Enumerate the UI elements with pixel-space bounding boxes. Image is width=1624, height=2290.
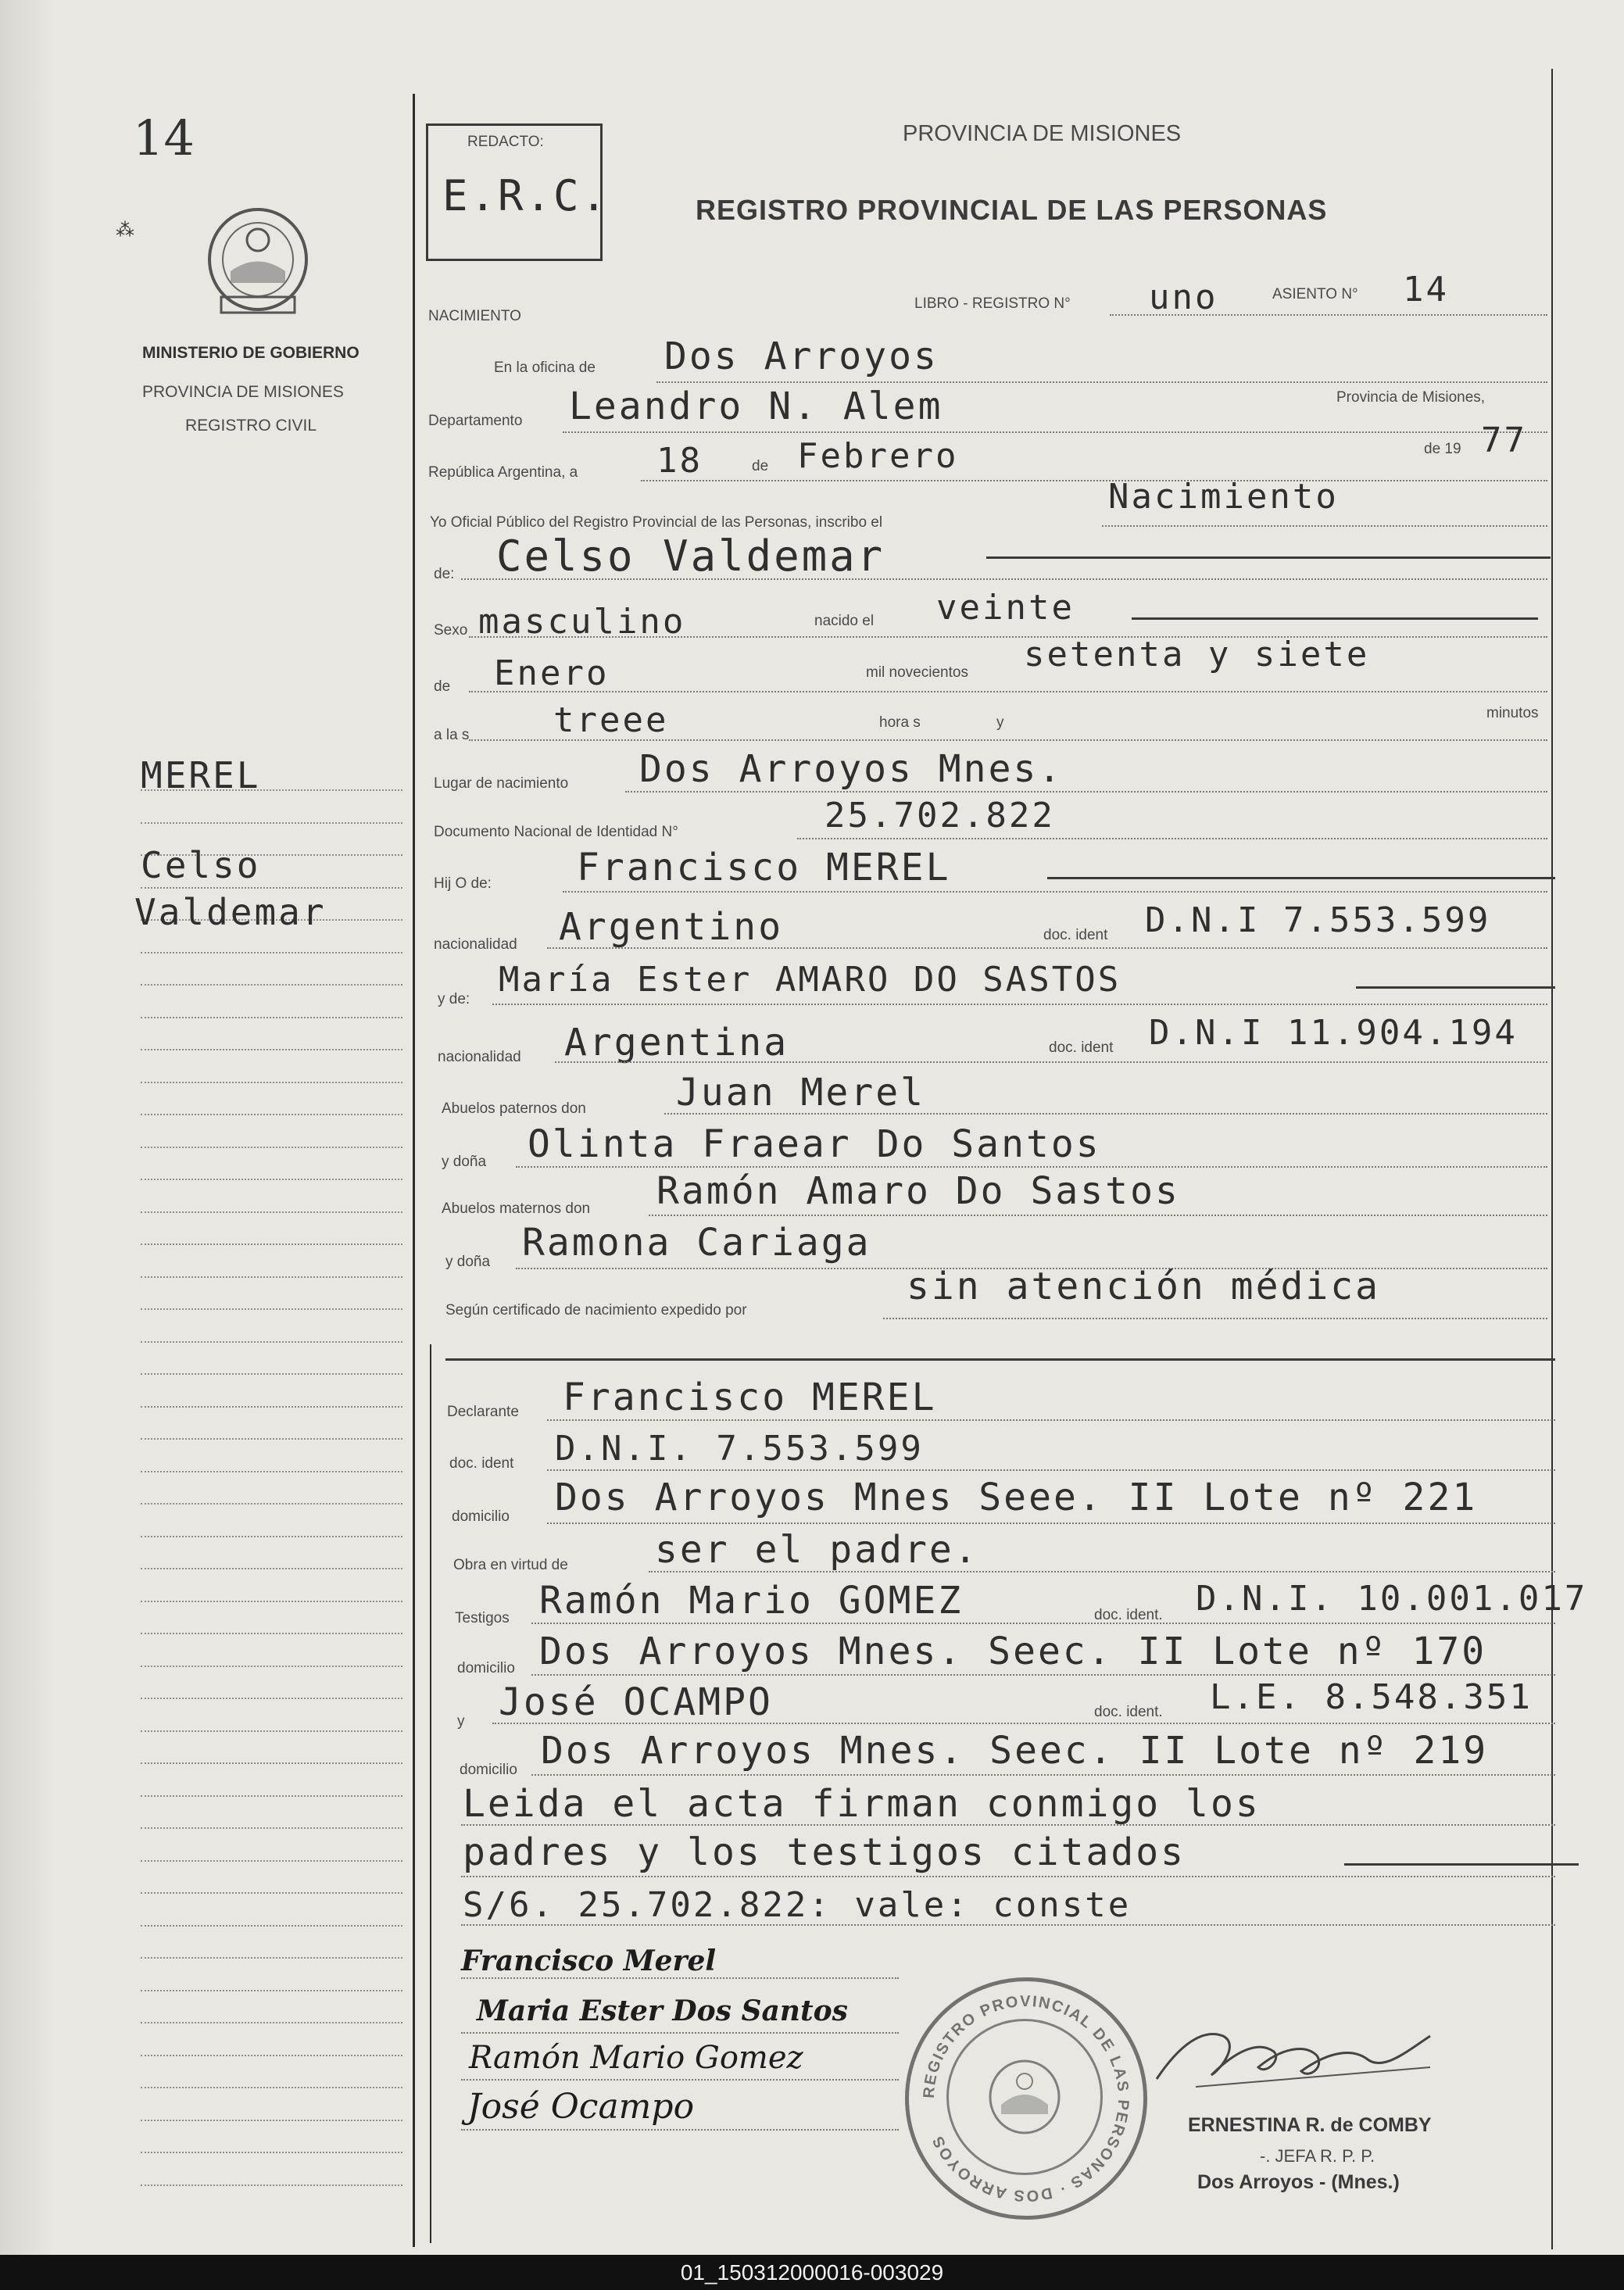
cert-label: Según certificado de nacimiento expedido por (445, 1302, 747, 1319)
departamento-line (563, 431, 1547, 433)
cert-line (883, 1318, 1547, 1319)
left-province-label: PROVINCIA DE MISIONES (142, 383, 344, 401)
signature-jose-ocampo: José Ocampo (467, 2087, 695, 2127)
abpat-label: Abuelos paternos don (442, 1100, 586, 1117)
testigos-label: Testigos (455, 1610, 510, 1626)
t2-dom-label: domicilio (460, 1762, 517, 1778)
signature-maria-ester: Maria Ester Dos Santos (477, 1995, 848, 2027)
nombre-line (461, 578, 1547, 580)
redacto-value: E.R.C. (442, 171, 610, 220)
ydona2-label: y doña (445, 1254, 491, 1270)
y-label: y (996, 714, 1004, 731)
left-frame-line (413, 94, 415, 2247)
mes-nac-value: Enero (494, 653, 610, 693)
oficina-value: Dos Arroyos (664, 335, 939, 378)
abmat-label: Abuelos maternos don (442, 1200, 591, 1217)
inner-frame-line (430, 1344, 431, 2243)
left-ruled-line (141, 2055, 402, 2056)
scan-footer-id: 01_150312000016-003029 (0, 2255, 1624, 2290)
libro-value: uno (1149, 277, 1218, 317)
dni-line (797, 838, 1547, 839)
left-ruled-line (141, 1147, 402, 1148)
padre-value: Francisco MEREL (577, 846, 951, 889)
horas-label: hora s (879, 714, 921, 731)
left-ruled-line (141, 1049, 402, 1050)
sig-line-1 (461, 1977, 899, 1979)
de-label: de (752, 458, 769, 474)
de2-label: de: (434, 566, 455, 582)
left-ruled-line (141, 1503, 402, 1505)
libro-label: LIBRO - REGISTRO N° (914, 295, 1071, 312)
closing-line-3-rule (461, 1924, 1555, 1926)
docid2-label: doc. ident (1049, 1039, 1114, 1056)
margin-given-1: Celso (141, 844, 261, 886)
left-ruled-line (141, 2184, 402, 2186)
declarante-value: Francisco MEREL (563, 1376, 937, 1419)
left-ruled-line (141, 1633, 402, 1634)
left-ruled-line (141, 1860, 402, 1862)
t2-dom-value: Dos Arroyos Mnes. Seec. II Lote nº 219 (541, 1729, 1489, 1773)
left-ruled-line (141, 1698, 402, 1699)
year-value: 77 (1481, 420, 1527, 460)
left-ruled-line (141, 952, 402, 954)
nacido-label: nacido el (814, 613, 875, 629)
t1-docid-value: D.N.I. 10.001.017 (1196, 1579, 1588, 1619)
section-divider (445, 1358, 1555, 1361)
nac2-line (555, 1061, 1547, 1063)
left-ruled-line (141, 887, 402, 889)
left-ruled-line (141, 1892, 402, 1894)
obra-value: ser el padre. (655, 1528, 979, 1572)
decl-domicilio-value: Dos Arroyos Mnes Seee. II Lote nº 221 (555, 1476, 1478, 1519)
hijo-label: Hij O de: (434, 875, 492, 892)
obra-label: Obra en virtud de (453, 1557, 568, 1573)
decl-domicilio-label: domicilio (452, 1508, 510, 1525)
margin-mark-icon: ⁂ (116, 220, 134, 241)
asiento-label: ASIENTO N° (1272, 286, 1358, 302)
left-ruled-line (141, 2022, 402, 2023)
abpat-value: Juan Merel (676, 1071, 925, 1115)
yde-label: y de: (438, 991, 470, 1007)
libro-line (1110, 314, 1547, 316)
redacto-box (426, 123, 610, 261)
ministry-label: MINISTERIO DE GOBIERNO (142, 344, 359, 362)
republica-label: República Argentina, a (428, 464, 578, 481)
margin-surname: MEREL (141, 754, 261, 796)
nombre-value: Celso Valdemar (496, 531, 885, 581)
abmat-value: Ramón Amaro Do Sastos (656, 1169, 1180, 1213)
decl-docid-value: D.N.I. 7.553.599 (555, 1429, 924, 1469)
left-ruled-line (141, 1471, 402, 1472)
left-ruled-line (141, 1601, 402, 1602)
nac1-value: Argentino (559, 905, 784, 949)
left-ruled-line (141, 1795, 402, 1797)
docid2-value: D.N.I 11.904.194 (1149, 1013, 1518, 1053)
dni-label: Documento Nacional de Identidad N° (434, 824, 678, 840)
decl-domicilio-line (547, 1522, 1555, 1524)
official-signature-icon (1149, 2013, 1461, 2099)
closing-line-3: S/6. 25.702.822: vale: conste (463, 1885, 1132, 1925)
left-ruled-line (141, 1211, 402, 1213)
left-ruled-line (141, 822, 402, 824)
lugar-value: Dos Arroyos Mnes. (639, 747, 1064, 791)
left-ruled-line (141, 1341, 402, 1343)
left-registry-label: REGISTRO CIVIL (185, 417, 317, 435)
abmat-line (649, 1215, 1547, 1216)
signature-ramon-gomez: Ramón Mario Gomez (469, 2040, 803, 2076)
sexo-label: Sexo (434, 622, 468, 639)
minutos-label: minutos (1486, 705, 1539, 721)
madre-line (492, 1004, 1547, 1005)
testigo1-value: Ramón Mario GOMEZ (539, 1579, 964, 1623)
testigo2-line (492, 1723, 1555, 1724)
day-value: 18 (656, 441, 703, 481)
testigo1-line (531, 1623, 1555, 1624)
left-ruled-line (141, 2087, 402, 2088)
sig-line-4 (461, 2129, 899, 2131)
dni-value: 25.702.822 (825, 796, 1055, 835)
abpat-line (664, 1113, 1547, 1115)
t2-dom-line (531, 1774, 1555, 1776)
official-round-stamp (905, 1977, 1147, 2220)
official-place: Dos Arroyos - (Mnes.) (1197, 2171, 1400, 2193)
left-ruled-line (141, 1114, 402, 1115)
nombre-fill-line (986, 556, 1551, 559)
margin-given-2: Valdemar (134, 891, 327, 933)
ydona1-label: y doña (442, 1154, 487, 1170)
t2-docid-value: L.E. 8.548.351 (1210, 1677, 1533, 1717)
t1-docid-label: doc. ident. (1094, 1607, 1163, 1623)
left-ruled-line (141, 1308, 402, 1310)
left-ruled-line (141, 1666, 402, 1667)
left-ruled-line (141, 1827, 402, 1829)
left-ruled-line (141, 1438, 402, 1440)
inscribo-line (1102, 525, 1547, 527)
t2-docid-label: doc. ident. (1094, 1704, 1163, 1720)
left-ruled-line (141, 1536, 402, 1537)
header-title: REGISTRO PROVINCIAL DE LAS PERSONAS (696, 194, 1328, 226)
left-ruled-line (141, 1179, 402, 1180)
year-label: de 19 (1424, 441, 1461, 457)
stamp-emblem-icon (981, 2053, 1068, 2141)
left-ruled-line (141, 1276, 402, 1278)
padre-fill-line (1047, 877, 1555, 879)
oficina-line (656, 381, 1547, 383)
official-title: -. JEFA R. P. P. (1260, 2146, 1375, 2166)
official-name: ERNESTINA R. de COMBY (1188, 2114, 1432, 2136)
left-ruled-line (141, 1762, 402, 1764)
left-ruled-line (141, 1082, 402, 1083)
decl-docid-label: doc. ident (449, 1455, 514, 1472)
header-province: PROVINCIA DE MISIONES (903, 121, 1182, 146)
nac2-value: Argentina (564, 1021, 789, 1064)
t1-dom-value: Dos Arroyos Mnes. Seec. II Lote nº 170 (539, 1630, 1487, 1673)
declarante-label: Declarante (447, 1404, 519, 1420)
left-ruled-line (141, 1017, 402, 1018)
date-line (641, 480, 1547, 481)
padre-line (563, 891, 1547, 893)
oficina-label: En la oficina de (494, 360, 596, 376)
provincia-label: Provincia de Misiones, (1336, 389, 1486, 406)
t1-dom-label: domicilio (457, 1660, 515, 1676)
left-ruled-line (141, 1990, 402, 1991)
alas-value: treee (553, 700, 669, 740)
testigo2-value: José OCAMPO (499, 1680, 773, 1724)
sig-line-2 (461, 2032, 899, 2034)
y2-label: y (457, 1713, 465, 1730)
sexo-value: masculino (478, 602, 686, 642)
alas-label: a la s (434, 727, 470, 743)
left-ruled-line (141, 2120, 402, 2121)
left-ruled-line (141, 1957, 402, 1959)
obra-line (649, 1571, 1555, 1573)
nac1-label: nacionalidad (434, 936, 517, 953)
ydona1-value: Olinta Fraear Do Santos (528, 1122, 1101, 1166)
closing-fill-line (1344, 1863, 1579, 1866)
signature-francisco-merel: Francisco Merel (461, 1945, 717, 1977)
right-frame-line (1551, 69, 1553, 2249)
nacido-fill-line (1132, 617, 1538, 620)
inscribo-value: Nacimiento (1108, 477, 1339, 517)
departamento-value: Leandro N. Alem (569, 385, 943, 428)
closing-line-1-rule (461, 1824, 1555, 1826)
hora-line (469, 739, 1547, 741)
mil-label: mil novecientos (866, 664, 968, 681)
closing-line-2-rule (461, 1876, 1555, 1877)
redacto-label: REDACTO: (467, 134, 544, 150)
lugar-label: Lugar de nacimiento (434, 775, 569, 792)
mes-line (469, 691, 1547, 692)
docid1-label: doc. ident (1043, 927, 1108, 943)
left-ruled-line (141, 1373, 402, 1375)
provincial-emblem-icon (199, 205, 317, 326)
left-ruled-line (141, 1730, 402, 1732)
section-label: NACIMIENTO (428, 308, 521, 324)
ydona2-value: Ramona Cariaga (522, 1221, 871, 1265)
ydona1-line (516, 1166, 1547, 1168)
lugar-line (625, 791, 1547, 793)
left-ruled-line (141, 2152, 402, 2153)
left-ruled-line (141, 1243, 402, 1245)
madre-value: María Ester AMARO DO SASTOS (499, 960, 1121, 1000)
left-ruled-line (141, 1406, 402, 1408)
declarante-line (547, 1419, 1555, 1421)
asiento-value: 14 (1403, 270, 1449, 310)
sexo-line (469, 636, 1547, 638)
month-value: Febrero (797, 436, 959, 476)
docid1-value: D.N.I 7.553.599 (1145, 900, 1491, 940)
de3-label: de (434, 678, 451, 695)
madre-fill-line (1356, 986, 1555, 989)
departamento-label: Departamento (428, 413, 523, 429)
left-ruled-line (141, 1925, 402, 1927)
nacido-value: veinte (936, 588, 1075, 628)
svg-text:REGISTRO PROVINCIAL DE LAS PER: REGISTRO PROVINCIAL DE LAS PERSONAS · DOS ARROYOS (920, 1992, 1132, 2205)
nac1-line (547, 947, 1547, 949)
cert-value: sin atención médica (907, 1265, 1381, 1308)
nac2-label: nacionalidad (438, 1049, 521, 1065)
mil-value: setenta y siete (1024, 635, 1370, 674)
page-number: 14 (133, 109, 195, 166)
t1-dom-line (531, 1674, 1555, 1676)
closing-line-2: padres y los testigos citados (463, 1830, 1186, 1874)
sig-line-3 (461, 2079, 899, 2081)
inscribo-label: Yo Oficial Público del Registro Provincial de las Personas, inscribo el (430, 514, 883, 531)
left-ruled-line (141, 1568, 402, 1569)
decl-docid-line (547, 1469, 1555, 1471)
left-ruled-line (141, 984, 402, 986)
closing-line-1: Leida el acta firman conmigo los (463, 1782, 1261, 1826)
